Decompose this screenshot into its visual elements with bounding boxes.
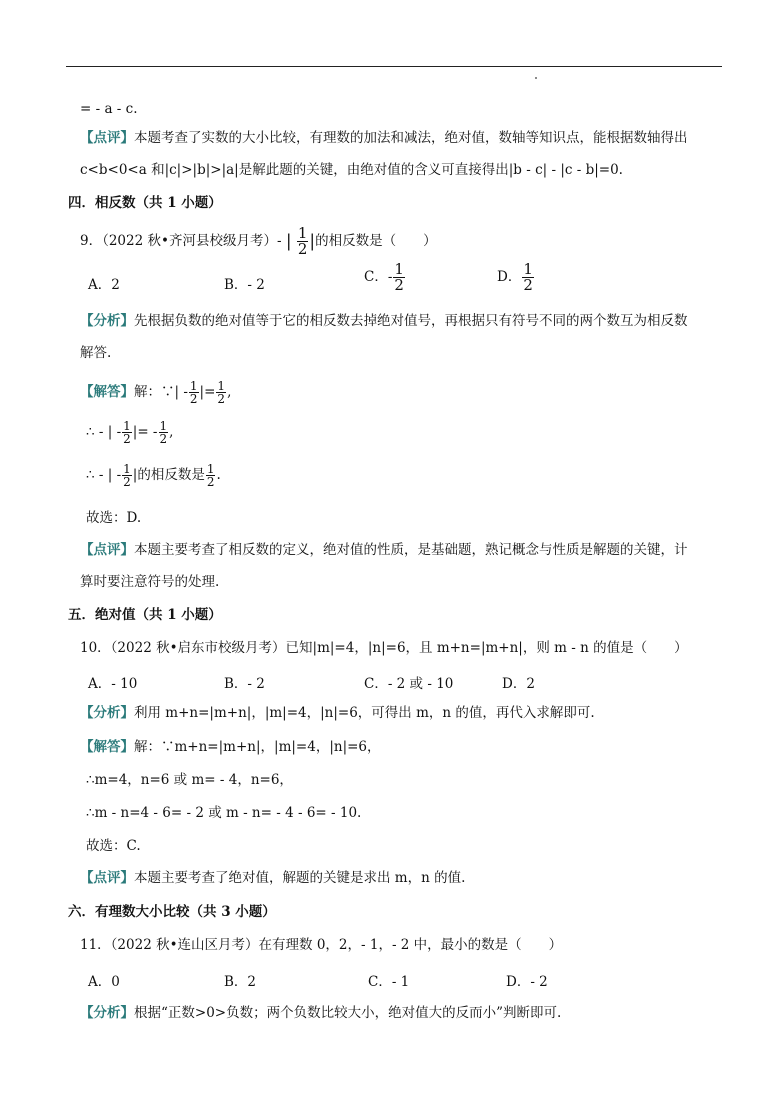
q9-analysis-line2: 解答. — [80, 345, 112, 361]
review-text: 本题考查了实数的大小比较，有理数的加法和减法，绝对值，数轴等知识点，能根据数轴得出 — [134, 130, 688, 146]
q9-minus: - — [276, 233, 282, 249]
fraction: $\frac{1}{2}$ — [189, 379, 198, 406]
q10-answer — [80, 739, 381, 755]
q10-step-2: ∴m - n=4 - 6= - 2 或 m - n= - 4 - 6= - 10. — [86, 805, 362, 821]
q11-option-d: D．- 2 — [506, 974, 548, 990]
review-tag: 【点评】 — [80, 542, 134, 558]
q10-option-d: D．2 — [502, 676, 535, 692]
q9-review-line2: 算时要注意符号的处理. — [80, 574, 220, 590]
analysis-tag: 【分析】 — [80, 1005, 134, 1021]
q10-step-1: ∴m=4，n=6 或 m= - 4，n=6， — [86, 772, 293, 788]
review-text-line2: c<b<0<a 和|c|>|b|>|a|是解此题的关键，由绝对值的含义可直接得出|b - c| - |c - b|=0. — [80, 162, 623, 178]
q11-analysis — [80, 1005, 561, 1021]
analysis-tag: 【分析】 — [80, 313, 134, 329]
fraction: $\frac{1}{2}$ — [297, 224, 308, 258]
question-9-stem — [80, 226, 437, 257]
q9-source: 9．（2022 秋•齐河县校级月考） — [80, 233, 277, 249]
q10-review — [80, 870, 465, 886]
analysis-text: 利用 m+n=|m+n|，|m|=4，|n|=6，可得出 m，n 的值，再代入求解即可. — [134, 705, 595, 721]
q10-analysis — [80, 705, 595, 721]
q11-option-a: A．0 — [88, 974, 120, 990]
fraction: $\frac{1}{2}$ — [217, 379, 226, 406]
q9-option-d: D． $\frac{1}{2}$ — [497, 260, 533, 294]
analysis-text: 根据“正数>0>负数；两个负数比较大小，绝对值大的反而小”判断即可. — [134, 1005, 562, 1021]
q10-option-c: C．- 2 或 - 10 — [364, 676, 454, 692]
scan-dot — [535, 77, 537, 79]
q9-option-a: A．2 — [88, 277, 120, 293]
q9-option-c: C．- $\frac{1}{2}$ — [364, 260, 404, 294]
abs-bar-icon: | — [285, 231, 292, 252]
section-heading-6: 六．有理数大小比较（共 3 小题） — [68, 904, 276, 920]
q11-option-c: C．- 1 — [368, 974, 410, 990]
q9-answer: 【解答】解：∵| - $\frac{1}{2}$ |= $\frac{1}{2}$ , — [80, 379, 232, 406]
review-block-1 — [80, 130, 688, 146]
section-heading-5: 五．绝对值（共 1 小题） — [68, 607, 222, 623]
review-tag: 【点评】 — [80, 130, 134, 146]
q9-step-3: ∴ - | - $\frac{1}{2}$ |的相反数是 $\frac{1}{2}$ . — [86, 462, 221, 489]
abs-bar-icon: | — [309, 231, 316, 252]
q9-stem-end: 的相反数是（ ） — [315, 233, 437, 249]
answer-text: 解：∵m+n=|m+n|，|m|=4，|n|=6， — [134, 739, 381, 755]
section-heading-4: 四．相反数（共 1 小题） — [68, 195, 222, 211]
review-text: 本题主要考查了相反数的定义，绝对值的性质，是基础题，熟记概念与性质是解题的关键，计 — [134, 542, 688, 558]
fraction: $\frac{1}{2}$ — [206, 462, 215, 489]
fraction: $\frac{1}{2}$ — [159, 419, 168, 446]
fraction: $\frac{1}{2}$ — [394, 260, 404, 294]
fraction: $\frac{1}{2}$ — [523, 260, 533, 294]
q9-review — [80, 542, 688, 558]
prev-answer-tail: = - a - c. — [80, 101, 138, 117]
review-tag: 【点评】 — [80, 870, 134, 886]
q9-choice: 故选：D. — [86, 510, 142, 526]
fraction: $\frac{1}{2}$ — [123, 462, 131, 489]
q10-choice: 故选：C. — [86, 838, 141, 854]
question-11-stem: 11．（2022 秋•连山区月考）在有理数 0，2，- 1，- 2 中，最小的数是（ ） — [80, 937, 563, 953]
answer-tag: 【解答】 — [80, 384, 134, 400]
answer-tag: 【解答】 — [80, 739, 134, 755]
question-10-stem: 10．（2022 秋•启东市校级月考）已知|m|=4，|n|=6，且 m+n=|m+n|，则 m - n 的值是（ ） — [80, 640, 688, 656]
analysis-text: 先根据负数的绝对值等于它的相反数去掉绝对值号，再根据只有符号不同的两个数互为相反数 — [134, 313, 688, 329]
review-text: 本题主要考查了绝对值，解题的关键是求出 m，n 的值. — [134, 870, 466, 886]
q11-option-b: B．2 — [224, 974, 257, 990]
q10-option-a: A．- 10 — [88, 676, 138, 692]
fraction: $\frac{1}{2}$ — [123, 419, 131, 446]
q9-step-2: ∴ - | - $\frac{1}{2}$ |= - $\frac{1}{2}$ , — [86, 419, 174, 446]
q10-option-b: B．- 2 — [224, 676, 265, 692]
header-rule — [66, 66, 722, 67]
analysis-tag: 【分析】 — [80, 705, 134, 721]
q9-analysis — [80, 313, 688, 329]
q9-option-b: B．- 2 — [224, 277, 265, 293]
